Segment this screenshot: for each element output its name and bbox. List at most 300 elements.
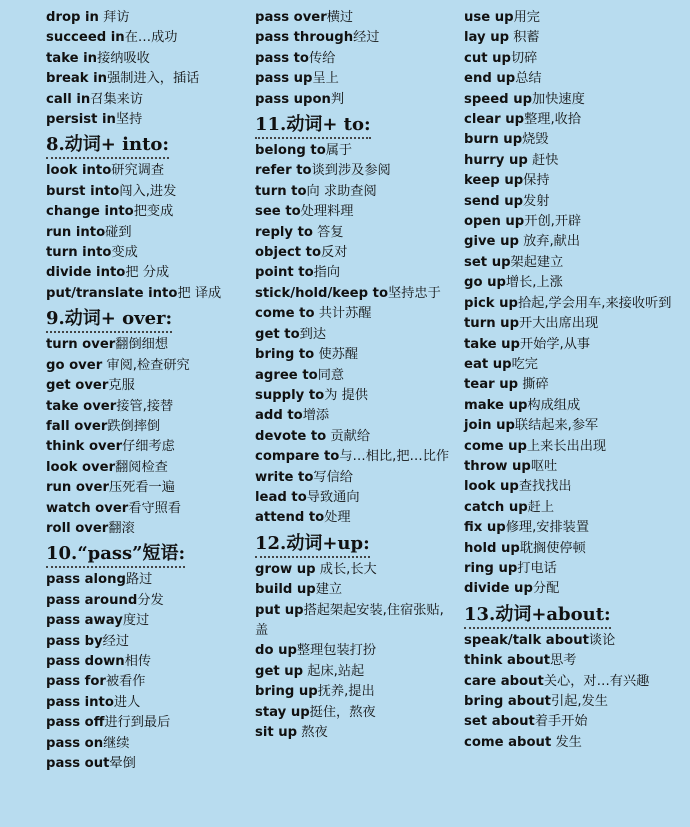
phrase-chinese: 与…相比,把…比作 [339, 449, 450, 465]
phrase-item [255, 141, 455, 161]
phrase-item [46, 223, 246, 243]
phrase-item [464, 375, 682, 395]
phrase-chinese: 经过 [353, 30, 380, 46]
phrase-item [255, 601, 455, 642]
phrase-chinese: 熬夜 [297, 725, 328, 740]
phrase-item [464, 712, 682, 732]
phrase-chinese: 克服 [108, 378, 135, 394]
phrase-chinese: 接管,接替 [116, 398, 174, 414]
phrase-item [46, 713, 246, 733]
phrase-chinese: 把变成 [133, 204, 174, 220]
phrase-item [46, 356, 246, 376]
phrase-item [255, 447, 455, 467]
phrase-chinese: 谈到涉及参阅 [311, 163, 391, 179]
section-heading-wrapper [46, 539, 246, 570]
phrase-chinese: 把 译成 [177, 285, 222, 301]
phrase-english: pass for [46, 674, 106, 690]
phrase-item [46, 110, 246, 130]
phrase-chinese: 耽搁使停顿 [519, 540, 586, 556]
phrase-chinese: 开大出席出现 [519, 316, 599, 332]
phrase-item [46, 734, 246, 754]
phrase-english: pass through [255, 30, 354, 46]
phrase-chinese: 谈论 [588, 632, 616, 648]
phrase-chinese: 修理,安排装置 [505, 520, 590, 536]
phrase-chinese: 接纳吸收 [97, 50, 150, 66]
phrase-english: pass upon [255, 91, 331, 107]
phrase-english: grow up [255, 561, 316, 577]
phrase-chinese: 处理料理 [300, 204, 354, 220]
phrase-english: come to [255, 306, 315, 322]
phrase-english: fall over [46, 418, 108, 434]
phrase-item [464, 294, 682, 314]
phrase-chinese: 建立 [315, 582, 343, 598]
phrase-item [46, 161, 246, 181]
phrase-item [46, 591, 246, 611]
phrase-english: throw up [464, 458, 531, 474]
phrase-chinese: 打电话 [517, 560, 557, 576]
phrase-item [255, 202, 455, 222]
phrase-english: come up [464, 438, 527, 454]
phrase-english: look over [46, 459, 116, 475]
phrase-chinese: 总结 [515, 71, 542, 87]
section-heading: 8.动词+ into: [46, 134, 169, 159]
phrase-item [464, 733, 682, 753]
phrase-item [255, 366, 455, 386]
column-2 [255, 8, 455, 743]
phrase-item [255, 488, 455, 508]
phrase-english: bring to [255, 347, 315, 363]
phrase-english: lay up [464, 30, 510, 46]
phrase-chinese: 上来长出出现 [526, 438, 607, 454]
phrase-item [464, 314, 682, 334]
phrase-chinese: 关心，对…有兴趣 [543, 673, 650, 689]
phrase-english: drop in [46, 10, 99, 25]
phrase-item [464, 49, 682, 69]
phrase-item [255, 386, 455, 406]
phrase-english: look up [464, 479, 519, 495]
phrase-chinese: 写信给 [313, 469, 353, 485]
phrase-english: divide up [464, 581, 533, 597]
phrase-english: turn to [255, 183, 307, 199]
phrase-english: burst into [46, 183, 120, 199]
phrase-item [464, 518, 682, 538]
phrase-chinese: 审阅,检查研究 [102, 357, 190, 373]
phrase-chinese: 成长,长大 [315, 561, 377, 577]
phrase-chinese: 呈上 [312, 71, 339, 87]
phrase-english: join up [464, 418, 515, 434]
phrase-chinese: 赶快 [527, 152, 559, 168]
phrase-chinese: 呕吐 [530, 458, 558, 474]
phrase-chinese: 开创,开辟 [524, 214, 582, 230]
phrase-english: go over [46, 357, 103, 373]
phrase-chinese: 增长,上涨 [505, 275, 563, 291]
phrase-english: put/translate into [46, 285, 178, 301]
phrase-item [255, 304, 455, 324]
phrase-english: go up [464, 275, 506, 291]
phrase-chinese: 到达 [299, 326, 327, 342]
phrase-english: roll over [46, 520, 109, 536]
phrase-item [46, 754, 246, 774]
phrase-english: stick/hold/keep to [255, 285, 389, 301]
section-heading: 12.动词+up: [255, 533, 370, 558]
phrase-chinese: 挺住，熬夜 [309, 704, 376, 720]
phrase-item [255, 641, 455, 661]
phrase-item [46, 397, 246, 417]
phrase-english: hurry up [464, 152, 528, 168]
phrase-chinese: 引起,发生 [550, 694, 608, 709]
phrase-item [46, 284, 246, 304]
phrase-item [464, 396, 682, 416]
phrase-chinese: 被看作 [105, 674, 146, 690]
phrase-chinese: 导致通向 [306, 489, 360, 505]
phrase-english: get up [255, 663, 304, 679]
phrase-english: devote to [255, 428, 327, 444]
phrase-item [46, 182, 246, 202]
phrase-item [255, 223, 455, 243]
phrase-english: turn into [46, 245, 112, 261]
phrase-item [46, 376, 246, 396]
phrase-chinese: 增添 [302, 408, 330, 424]
phrase-english: belong to [255, 143, 326, 159]
phrase-item [464, 212, 682, 232]
phrase-chinese: 压死看一遍 [108, 480, 175, 496]
phrase-chinese: 判 [330, 91, 345, 107]
phrase-item [464, 692, 682, 712]
phrase-item [464, 437, 682, 457]
phrase-english: pass over [255, 10, 327, 25]
phrase-english: look into [46, 163, 112, 179]
phrase-english: take up [464, 336, 520, 352]
phrase-item [464, 651, 682, 671]
section-heading-wrapper [464, 600, 682, 631]
phrase-item [46, 519, 246, 539]
phrase-english: open up [464, 214, 525, 230]
phrase-english: bring up [255, 684, 318, 700]
phrase-chinese: 答复 [312, 224, 344, 240]
phrase-chinese: 看守照看 [128, 500, 182, 516]
phrase-item [464, 273, 682, 293]
phrase-item [464, 28, 682, 48]
phrase-english: watch over [46, 500, 129, 516]
phrase-english: pass up [255, 71, 313, 87]
phrase-english: pass to [255, 50, 309, 66]
phrase-english: divide into [46, 265, 126, 281]
phrase-chinese: 进行到最后 [104, 715, 171, 731]
phrase-chinese: 传给 [309, 50, 336, 66]
phrase-english: compare to [255, 449, 340, 465]
phrase-english: ring up [464, 560, 518, 576]
phrase-item [46, 570, 246, 590]
phrase-chinese: 拾起,学会用车,来接收听到 [517, 295, 672, 311]
phrase-item [464, 69, 682, 89]
phrase-chinese: 加快速度 [532, 91, 585, 107]
phrase-english: end up [464, 71, 516, 87]
phrase-english: tear up [464, 377, 519, 393]
phrase-item [46, 90, 246, 110]
phrase-item [464, 110, 682, 130]
phrase-chinese: 整理,收拾 [524, 112, 582, 128]
phrase-english: pass out [46, 756, 110, 771]
column-1 [46, 8, 246, 774]
phrase-english: get over [46, 378, 109, 394]
phrase-english: attend to [255, 510, 325, 526]
phrase-chinese: 分配 [532, 581, 560, 597]
phrase-chinese: 横过 [326, 10, 354, 25]
phrase-chinese: 坚持 [115, 112, 143, 128]
phrase-chinese: 度过 [122, 613, 150, 629]
phrase-english: refer to [255, 163, 312, 179]
section-heading-wrapper [255, 529, 455, 560]
column-3 [464, 8, 682, 753]
phrase-chinese: 架起建立 [510, 254, 564, 270]
phrase-item [464, 130, 682, 150]
phrase-chinese: 同意 [317, 367, 345, 383]
phrase-item [464, 457, 682, 477]
phrase-item [464, 232, 682, 252]
phrase-english: run into [46, 224, 106, 240]
phrase-english: give up [464, 234, 519, 250]
phrase-chinese: 抚养,提出 [317, 684, 375, 700]
phrase-item [46, 693, 246, 713]
phrase-english: persist in [46, 112, 116, 128]
phrase-item [255, 243, 455, 263]
phrase-chinese: 开始学,从事 [519, 336, 591, 352]
phrase-chinese: 整理包装打扮 [296, 643, 377, 659]
phrase-english: put up [255, 602, 304, 618]
phrase-item [464, 477, 682, 497]
phrase-item [46, 417, 246, 437]
phrase-chinese: 翻倒细想 [115, 337, 169, 353]
phrase-english: lead to [255, 489, 307, 505]
phrase-english: pick up [464, 295, 518, 311]
phrase-item [464, 90, 682, 110]
phrase-item [255, 580, 455, 600]
phrase-english: eat up [464, 356, 512, 372]
phrase-item [255, 427, 455, 447]
phrase-english: agree to [255, 367, 318, 383]
phrase-item [255, 325, 455, 345]
phrase-item [255, 662, 455, 682]
section-heading-wrapper [46, 130, 246, 161]
phrase-english: come about [464, 734, 552, 750]
phrase-item [464, 253, 682, 273]
phrase-chinese: 继续 [103, 735, 130, 751]
phrase-chinese: 用完 [513, 10, 540, 25]
phrase-english: use up [464, 10, 514, 25]
phrase-english: bring about [464, 694, 551, 709]
phrase-item [255, 560, 455, 580]
phrase-item [464, 151, 682, 171]
phrase-chinese: 路过 [125, 572, 153, 588]
phrase-chinese: 翻阅检查 [115, 459, 168, 475]
phrase-item [255, 723, 455, 743]
phrase-item [464, 171, 682, 191]
phrase-chinese: 起床,站起 [303, 663, 365, 679]
phrase-english: pass down [46, 653, 125, 669]
phrase-english: clear up [464, 112, 525, 128]
phrase-item [46, 458, 246, 478]
phrase-chinese: 使苏醒 [314, 347, 359, 363]
phrase-chinese: 查找找出 [518, 479, 572, 495]
phrase-english: break in [46, 71, 108, 87]
phrase-english: think over [46, 439, 123, 455]
phrase-english: fix up [464, 520, 506, 536]
phrase-english: pass around [46, 592, 138, 608]
phrase-item [255, 8, 455, 28]
phrase-chinese: 保持 [523, 173, 550, 189]
phrase-english: pass on [46, 735, 104, 751]
phrase-english: think about [464, 653, 551, 669]
phrase-item [255, 468, 455, 488]
phrase-item [464, 335, 682, 355]
phrase-english: make up [464, 397, 528, 413]
phrase-chinese: 进人 [113, 694, 141, 710]
phrase-item [255, 182, 455, 202]
phrase-english: stay up [255, 704, 310, 720]
phrase-english: pass off [46, 715, 105, 731]
phrase-chinese: 指向 [313, 265, 341, 281]
phrase-item [255, 49, 455, 69]
phrase-english: see to [255, 204, 301, 220]
phrase-item [464, 539, 682, 559]
phrase-item [464, 416, 682, 436]
phrase-chinese: 赶上 [527, 499, 555, 515]
phrase-item [46, 611, 246, 631]
phrase-item [464, 631, 682, 651]
phrase-chinese: 研究调查 [111, 163, 165, 179]
phrase-item [46, 499, 246, 519]
phrase-chinese: 放弃,献出 [518, 234, 581, 250]
phrase-chinese: 闯入,进发 [119, 183, 177, 199]
phrase-chinese: 处理 [324, 510, 351, 526]
phrase-item [46, 652, 246, 672]
phrase-item [46, 478, 246, 498]
phrase-english: do up [255, 643, 297, 659]
phrase-english: turn up [464, 316, 520, 332]
phrase-english: object to [255, 245, 322, 261]
phrase-item [255, 703, 455, 723]
phrase-chinese: 召集来访 [90, 91, 144, 107]
phrase-english: pass by [46, 633, 103, 649]
phrase-chinese: 属于 [325, 143, 353, 159]
phrase-item [464, 8, 682, 28]
phrase-english: catch up [464, 499, 528, 515]
phrase-item [255, 69, 455, 89]
phrase-chinese: 在…成功 [124, 30, 178, 46]
phrase-chinese: 搭起架起安装,住宿张贴,盖 [255, 602, 444, 638]
phrase-item [255, 508, 455, 528]
phrase-english: set about [464, 714, 535, 730]
phrase-english: keep up [464, 173, 524, 189]
phrase-english: speed up [464, 91, 533, 107]
phrase-chinese: 思考 [550, 653, 577, 669]
phrase-chinese: 向 求助查阅 [306, 183, 377, 199]
phrase-item [255, 28, 455, 48]
phrase-english: burn up [464, 132, 523, 148]
phrase-item [46, 202, 246, 222]
phrase-english: change into [46, 204, 134, 220]
phrase-english: take in [46, 50, 98, 66]
phrase-english: take over [46, 398, 117, 414]
phrase-item [464, 579, 682, 599]
phrase-english: point to [255, 265, 314, 281]
phrase-item [46, 335, 246, 355]
section-heading: 13.动词+about: [464, 604, 611, 629]
phrase-chinese: 晕倒 [109, 756, 136, 771]
phrase-item [46, 263, 246, 283]
phrase-english: reply to [255, 224, 313, 240]
phrase-item [255, 263, 455, 283]
phrase-chinese: 为 提供 [324, 387, 368, 403]
phrase-chinese: 反对 [321, 245, 348, 261]
phrase-english: pass away [46, 613, 123, 629]
phrase-english: build up [255, 582, 316, 598]
phrase-chinese: 贡献给 [326, 428, 371, 444]
phrase-english: sit up [255, 725, 298, 740]
phrase-chinese: 碰到 [105, 224, 132, 240]
phrase-chinese: 翻滚 [108, 520, 135, 536]
phrase-english: send up [464, 193, 524, 209]
phrase-item [46, 28, 246, 48]
phrase-chinese: 构成组成 [527, 397, 581, 413]
phrase-chinese: 分发 [137, 592, 164, 608]
phrase-item [255, 345, 455, 365]
section-heading-wrapper [46, 304, 246, 335]
phrase-english: succeed in [46, 30, 125, 46]
phrase-english: run over [46, 480, 109, 496]
phrase-chinese: 联结起来,参军 [514, 418, 599, 434]
phrase-item [46, 243, 246, 263]
phrase-chinese: 发射 [523, 193, 550, 209]
phrase-chinese: 仔细考虑 [122, 439, 175, 455]
section-heading: 10.“pass”短语: [46, 543, 185, 568]
phrase-chinese: 强制进入，插话 [107, 71, 200, 87]
phrase-item [46, 8, 246, 28]
phrase-chinese: 拜访 [98, 10, 130, 25]
phrase-chinese: 经过 [102, 633, 130, 649]
phrase-english: set up [464, 254, 511, 270]
phrase-item [464, 192, 682, 212]
phrase-item [46, 69, 246, 89]
phrase-chinese: 共计苏醒 [314, 306, 372, 322]
phrase-chinese: 发生 [551, 734, 582, 750]
phrase-item [464, 498, 682, 518]
phrase-item [46, 49, 246, 69]
phrase-english: turn over [46, 337, 116, 353]
section-heading: 11.动词+ to: [255, 114, 371, 139]
phrase-chinese: 坚持忠于 [388, 285, 441, 301]
section-heading-wrapper [255, 110, 455, 141]
phrase-chinese: 积蓄 [509, 30, 540, 46]
phrase-english: get to [255, 326, 300, 342]
phrase-chinese: 撕碎 [518, 377, 549, 393]
phrase-english: hold up [464, 540, 520, 556]
phrase-chinese: 切碎 [510, 50, 538, 66]
phrase-english: write to [255, 469, 314, 485]
phrase-item [46, 672, 246, 692]
phrase-english: speak/talk about [464, 632, 589, 648]
phrase-item [255, 284, 455, 304]
phrase-chinese: 把 分成 [125, 265, 170, 281]
phrase-english: supply to [255, 387, 325, 403]
phrase-chinese: 吃完 [511, 356, 538, 372]
phrase-item [464, 355, 682, 375]
phrase-item [464, 559, 682, 579]
phrase-english: pass along [46, 572, 126, 588]
phrase-item [46, 437, 246, 457]
phrase-chinese: 着手开始 [534, 714, 588, 730]
phrase-english: cut up [464, 50, 511, 66]
